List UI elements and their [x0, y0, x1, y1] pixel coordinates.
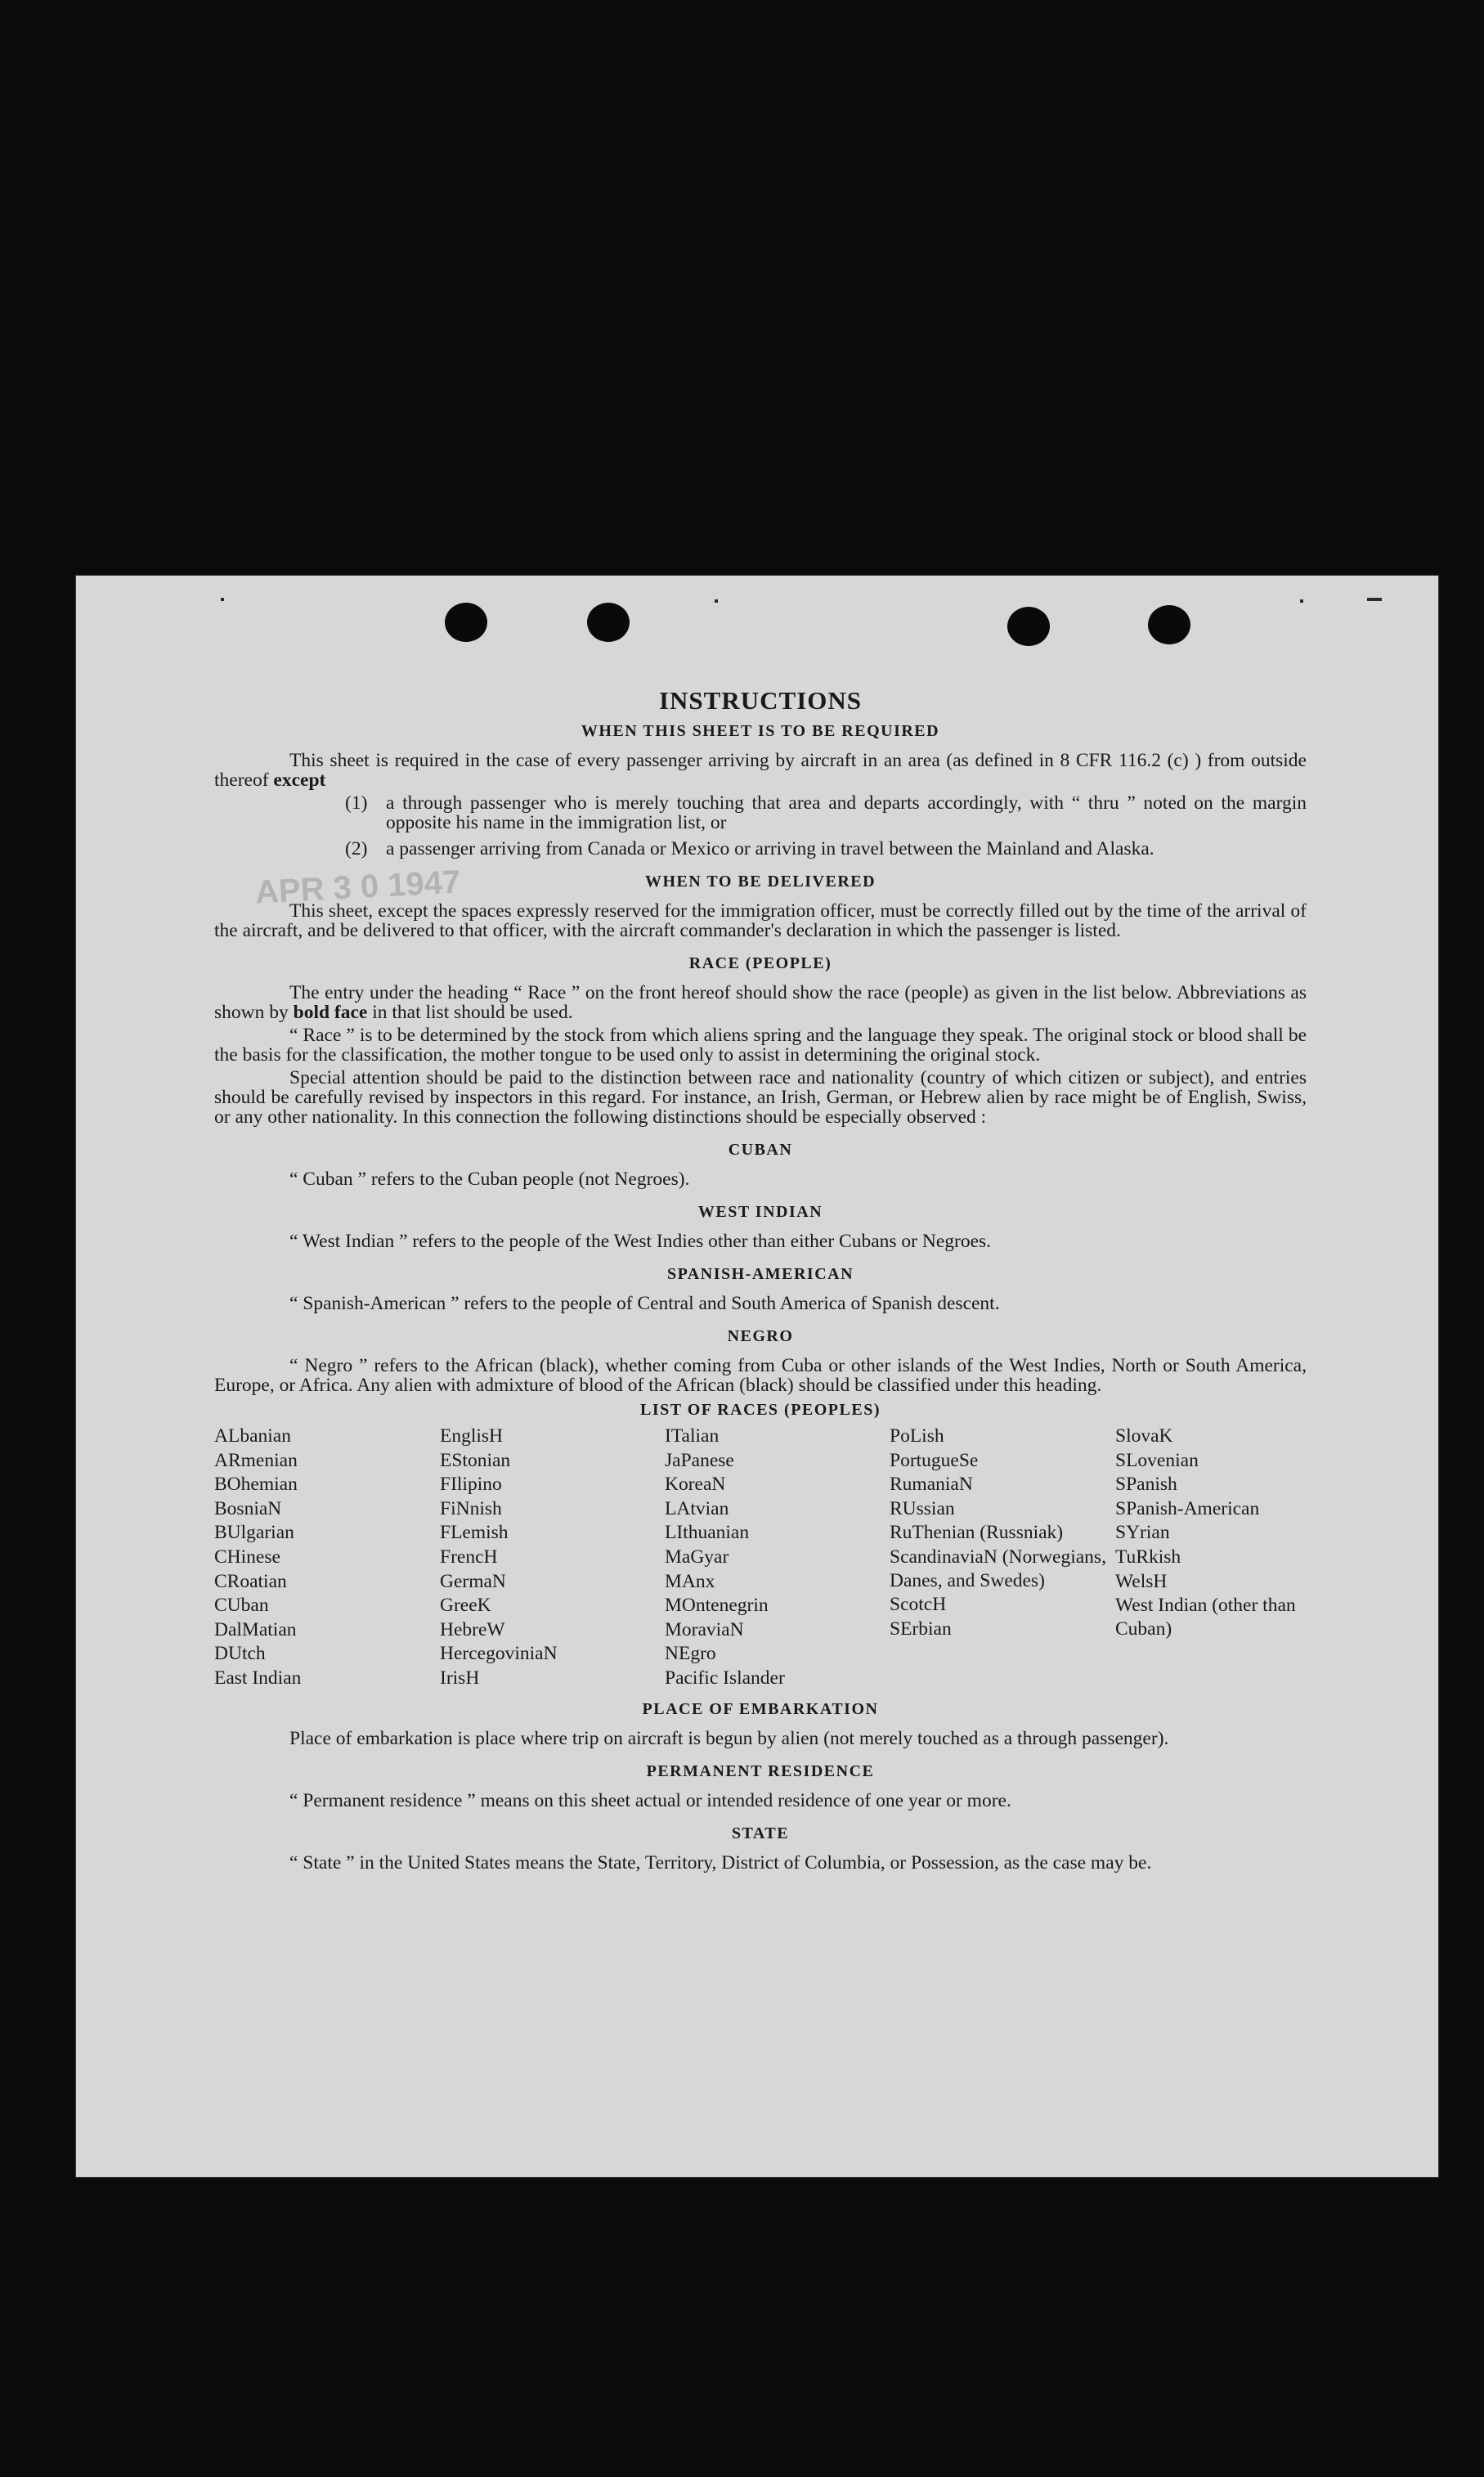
heading-negro: NEGRO — [727, 1327, 794, 1345]
heading-race: RACE (PEOPLE) — [688, 954, 832, 972]
races-column-5 — [1115, 1425, 1307, 1691]
punch-hole — [445, 603, 487, 642]
embarkation-text: Place of embarkation is place where trip on aircraft is begun by alien (not merely touched as a through passenger). — [289, 1727, 1169, 1749]
punch-hole — [1148, 605, 1190, 644]
heading-spanish-american: SPANISH-AMERICAN — [666, 1265, 854, 1283]
race-entry: RumaniaN — [890, 1474, 973, 1496]
race-entry: MAnx — [665, 1570, 715, 1592]
race-entry: CRoatian — [214, 1570, 287, 1592]
residence-text: “ Permanent residence ” means on this sheet actual or intended residence of one year or more. — [289, 1789, 1011, 1811]
races-column-1 — [214, 1425, 440, 1691]
speck — [1300, 599, 1303, 603]
race-entry: CUban — [214, 1595, 269, 1617]
race-entry: HebreW — [440, 1618, 505, 1640]
race-entry: SPanish-American — [1115, 1497, 1260, 1519]
races-list — [214, 1425, 1307, 1691]
race-entry: RuThenian (Russniak) — [890, 1522, 1064, 1544]
race-entry: IrisH — [440, 1667, 480, 1689]
race-entry: TuRkish — [1115, 1546, 1181, 1568]
heading-permanent-residence: PERMANENT RESIDENCE — [646, 1761, 875, 1780]
race-entry: PoLish — [890, 1425, 944, 1447]
instructions-content — [214, 687, 1307, 1876]
race-entry: Pacific Islander — [665, 1667, 785, 1689]
race-entry: ITalian — [665, 1425, 720, 1447]
cuban-text: “ Cuban ” refers to the Cuban people (not Negroes). — [289, 1169, 690, 1190]
race-entry: BUlgarian — [214, 1522, 294, 1544]
race-entry: FLemish — [440, 1522, 509, 1544]
date-stamp: APR 3 0 1947 — [253, 864, 462, 911]
races-column-3 — [665, 1425, 890, 1691]
race-entry: BOhemian — [214, 1474, 298, 1496]
race-entry: DalMatian — [214, 1618, 297, 1640]
race-entry: FIlipino — [440, 1474, 502, 1496]
race-paragraph-3: Special attention should be paid to the distinction between race and nationality (country of which citizen or subject), and entries should be carefully revised by inspectors in this regard. For instance, an Irish, German, or Hebrew alien by race might be of English, Swiss, or any other nationality. In this connection the following distinctions should be especially observed : — [214, 1067, 1307, 1128]
page-title: INSTRUCTIONS — [658, 686, 862, 715]
race-entry: ScotcH — [890, 1593, 947, 1615]
race-entry: SlovaK — [1115, 1425, 1173, 1447]
race-entry: SErbian — [890, 1618, 952, 1640]
race-entry: LAtvian — [665, 1497, 729, 1519]
race-entry: SYrian — [1115, 1522, 1170, 1544]
race-entry: ScandinaviaN (Norwegians, Danes, and Swedes) — [890, 1546, 1106, 1591]
race-entry: WelsH — [1115, 1570, 1168, 1592]
document-sheet — [75, 575, 1439, 2178]
race-entry: GreeK — [440, 1595, 491, 1617]
heading-state: STATE — [731, 1824, 790, 1842]
speck — [221, 598, 224, 601]
race-entry: BosniaN — [214, 1497, 282, 1519]
race-entry: MoraviaN — [665, 1618, 744, 1640]
race-entry: MOntenegrin — [665, 1595, 769, 1617]
exception-item-2: (2) a passenger arriving from Canada or Mexico or arriving in travel between the Mainland and Alaska. — [345, 838, 1154, 859]
race-entry: LIthuanian — [665, 1522, 750, 1544]
state-text: “ State ” in the United States means the State, Territory, District of Columbia, or Possession, as the case may be. — [289, 1851, 1152, 1873]
heading-when-required: WHEN THIS SHEET IS TO BE REQUIRED — [581, 722, 940, 740]
delivered-text: This sheet, except the spaces expressly reserved for the immigration officer, must be correctly filled out by the time of the arrival of the aircraft, and be delivered to that officer, with the aircraft commander's declaration in which the passenger is listed. — [214, 900, 1307, 941]
race-entry: ARmenian — [214, 1449, 298, 1471]
heading-when-delivered: WHEN TO BE DELIVERED — [644, 873, 877, 891]
race-entry: CHinese — [214, 1546, 280, 1568]
heading-west-indian: WEST INDIAN — [697, 1203, 823, 1221]
heading-list-of-races: LIST OF RACES (PEOPLES) — [639, 1401, 881, 1419]
race-entry: DUtch — [214, 1643, 266, 1665]
race-entry: SPanish — [1115, 1474, 1177, 1496]
required-intro: This sheet is required in the case of every passenger arriving by aircraft in an area (as defined in 8 CFR 116.2 (c) ) from outside thereof except — [214, 750, 1307, 791]
race-entry: SLovenian — [1115, 1449, 1199, 1471]
race-entry: GermaN — [440, 1570, 506, 1592]
race-entry: PortugueSe — [890, 1449, 979, 1471]
punch-hole — [1007, 607, 1050, 646]
race-entry: MaGyar — [665, 1546, 729, 1568]
race-paragraph-1: The entry under the heading “ Race ” on the front hereof should show the race (people) as given in the list below. Abbreviations as shown by bold face in that list should be used. — [214, 982, 1307, 1023]
heading-embarkation: PLACE OF EMBARKATION — [642, 1699, 879, 1718]
race-entry: FrencH — [440, 1546, 498, 1568]
races-column-2 — [440, 1425, 665, 1691]
race-entry: FiNnish — [440, 1497, 502, 1519]
punch-hole — [587, 603, 630, 642]
race-entry: JaPanese — [665, 1449, 734, 1471]
speck — [1367, 598, 1382, 601]
race-paragraph-2: “ Race ” is to be determined by the stock from which aliens spring and the language they speak. The original stock or blood shall be the basis for the classification, the mother tongue to be used only to assist in determining the original stock. — [214, 1025, 1307, 1066]
races-column-4 — [890, 1425, 1115, 1691]
speck — [715, 599, 718, 603]
race-entry: East Indian — [214, 1667, 302, 1689]
west-indian-text: “ West Indian ” refers to the people of the West Indies other than either Cubans or Negroes. — [289, 1231, 992, 1252]
race-entry: KoreaN — [665, 1474, 726, 1496]
race-entry: EnglisH — [440, 1425, 504, 1447]
race-entry: HercegoviniaN — [440, 1643, 558, 1665]
race-entry: NEgro — [665, 1643, 716, 1665]
race-entry: EStonian — [440, 1449, 511, 1471]
exception-item-1: (1) a through passenger who is merely touching that area and departs accordingly, with “ thru ” noted on the margin opposite his name in the immigration list, or — [345, 792, 1307, 833]
heading-cuban: CUBAN — [728, 1141, 793, 1159]
negro-text: “ Negro ” refers to the African (black), whether coming from Cuba or other islands of the West Indies, North or South America, Europe, or Africa. Any alien with admixture of blood of the African (black) should be classified under this heading. — [214, 1355, 1307, 1396]
race-entry: West Indian (other than Cuban) — [1115, 1595, 1296, 1640]
spanish-american-text: “ Spanish-American ” refers to the people of Central and South America of Spanish descent. — [289, 1293, 1000, 1314]
race-entry: RUssian — [890, 1497, 955, 1519]
race-entry: ALbanian — [214, 1425, 291, 1447]
